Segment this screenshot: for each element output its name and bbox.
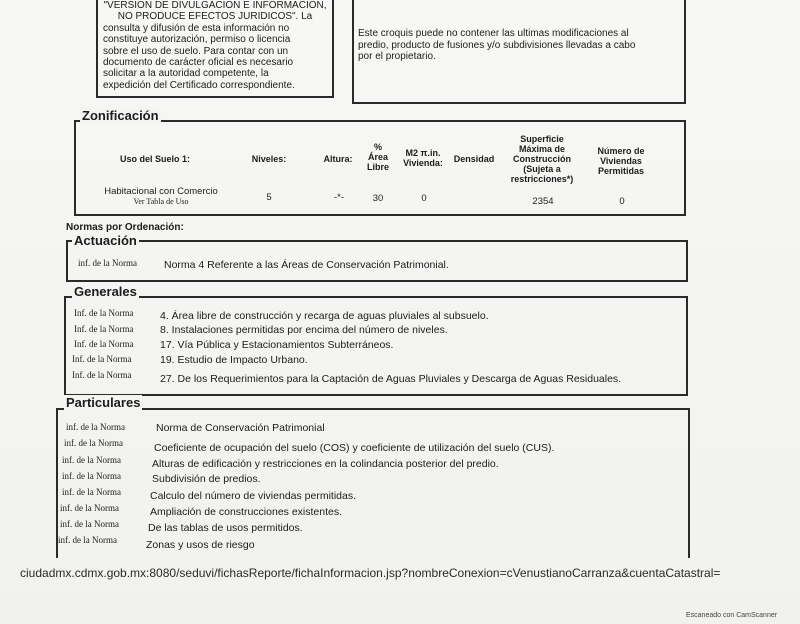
norma-text: Norma de Conservación Patrimonial [156, 422, 325, 434]
zonificacion-title: Zonificación [82, 108, 159, 123]
norma-text: Subdivisión de predios. [152, 473, 261, 485]
particulares-box [56, 408, 690, 558]
norma-ref[interactable]: Inf. de la Norma [72, 354, 132, 364]
legal-line: expedición del Certificado correspondiente. [103, 79, 295, 91]
legal-line: NO PRODUCE EFECTOS JURIDICOS". La [117, 11, 313, 23]
header-area-pct: % [373, 142, 382, 152]
header-m2-1: M2 π.in. [405, 148, 441, 158]
norma-ref[interactable]: Inf. de la Norma [74, 308, 134, 318]
header-uso-suelo: Uso del Suelo 1: [120, 154, 191, 164]
norma-ref[interactable]: inf. de la Norma [64, 438, 123, 448]
header-sup-1: Superficie [520, 134, 564, 144]
norma-text: Norma 4 Referente a las Áreas de Conservación Patrimonial. [164, 259, 449, 271]
header-num-1: Número de [597, 146, 645, 156]
header-area-2: Libre [366, 162, 389, 172]
croquis-note-box [352, 0, 686, 104]
header-m2-2: Vivienda: [403, 158, 443, 168]
scanner-watermark: Escaneado con CamScanner [686, 612, 778, 619]
norma-text: Calculo del número de viviendas permitidas. [150, 490, 357, 502]
header-superficie [504, 134, 580, 184]
norma-ref[interactable]: inf. de la Norma [60, 503, 119, 513]
particulares-title: Particulares [66, 395, 141, 410]
norma-text: 4. Área libre de construcción y recarga de aguas pluviales al subsuelo. [160, 310, 489, 322]
norma-text: 19. Estudio de Impacto Urbano. [160, 354, 308, 366]
value-superficie: 2354 [532, 196, 554, 207]
norma-ref[interactable]: Inf. de la Norma [72, 370, 132, 380]
value-niveles: 5 [266, 192, 272, 203]
header-num-viviendas [586, 146, 656, 176]
generales-title: Generales [74, 284, 137, 299]
header-niveles: Niveles: [251, 154, 287, 164]
norma-text: De las tablas de usos permitidos. [148, 522, 303, 534]
norma-text: Alturas de edificación y restricciones en la colindancia posterior del predio. [152, 458, 499, 470]
legal-line: sobre el uso de suelo. Para contar con un [103, 45, 289, 57]
croquis-line: predio, producto de fusiones y/o subdivisiones llevadas a cabo [358, 39, 636, 51]
value-m2: 0 [421, 193, 427, 204]
legal-line: constituye autorización, permiso o licencia [103, 34, 291, 46]
header-area-libre [358, 142, 398, 172]
header-sup-2: Máxima de [518, 144, 566, 154]
legal-line: "VERSION DE DIVULGACION E INFORMACION, [103, 0, 327, 11]
norma-ref[interactable]: inf. de la Norma [60, 519, 119, 529]
value-uso-suelo: Habitacional con Comercio [104, 186, 218, 197]
norma-text: 27. De los Requerimientos para la Captación de Aguas Pluviales y Descarga de Aguas Residuales. [160, 373, 622, 385]
norma-ref[interactable]: inf. de la Norma [62, 487, 121, 497]
norma-ref[interactable]: Inf. de la Norma [74, 324, 134, 334]
norma-ref[interactable]: Inf. de la Norma [74, 339, 134, 349]
generales-box [64, 296, 688, 396]
legal-line: solicitar a la autoridad competente, la [103, 68, 269, 80]
norma-ref[interactable]: inf. de la Norma [62, 471, 121, 481]
norma-ref[interactable]: inf. de la Norma [78, 258, 137, 268]
norma-text: 8. Instalaciones permitidas por encima del número de niveles. [160, 324, 448, 336]
footer-url: ciudadmx.cdmx.gob.mx:8080/seduvi/fichasReporte/fichaInformacion.jsp?nombreConexion=cVenustianoCarranza&cuentaCatastral= [20, 566, 721, 580]
header-sup-3: Construcción [512, 154, 571, 164]
croquis-line: Este croquis puede no contener las ultimas modificaciones al [358, 28, 629, 39]
norma-text: Zonas y usos de riesgo [146, 539, 255, 551]
value-uso-sub: Ver Tabla de Uso [133, 197, 189, 206]
legal-line: documento de carácter oficial es necesario [103, 57, 294, 69]
croquis-line: por el propietario. [358, 51, 436, 62]
legal-line: consulta y difusión de esta información no [103, 22, 290, 34]
legal-notice-box [96, 0, 334, 98]
norma-ref[interactable]: inf. de la Norma [62, 455, 121, 465]
actuacion-title: Actuación [74, 233, 137, 248]
normas-heading: Normas por Ordenación: [66, 222, 184, 233]
header-m2-vivienda [398, 148, 448, 168]
value-viviendas: 0 [619, 196, 625, 207]
actuacion-box [66, 240, 688, 282]
header-num-3: Permitidas [597, 166, 645, 176]
norma-text: 17. Vía Pública y Estacionamientos Subterráneos. [160, 339, 394, 351]
value-altura: -*- [333, 192, 345, 203]
norma-ref[interactable]: inf. de la Norma [66, 422, 125, 432]
zonificacion-box [74, 120, 686, 216]
value-area-libre: 30 [372, 193, 384, 204]
norma-ref[interactable]: inf. de la Norma [58, 535, 117, 545]
header-num-2: Viviendas [600, 156, 642, 166]
header-densidad: Densidad [453, 154, 495, 164]
header-sup-4: (Sujeta a [523, 164, 561, 174]
header-area-1: Área [367, 152, 388, 162]
header-altura: Altura: [323, 154, 353, 164]
norma-text: Coeficiente de ocupación del suelo (COS) y coeficiente de utilización del suelo (CUS). [154, 442, 555, 454]
header-sup-5: restricciones*) [510, 174, 574, 184]
norma-text: Ampliación de construcciones existentes. [150, 506, 343, 518]
